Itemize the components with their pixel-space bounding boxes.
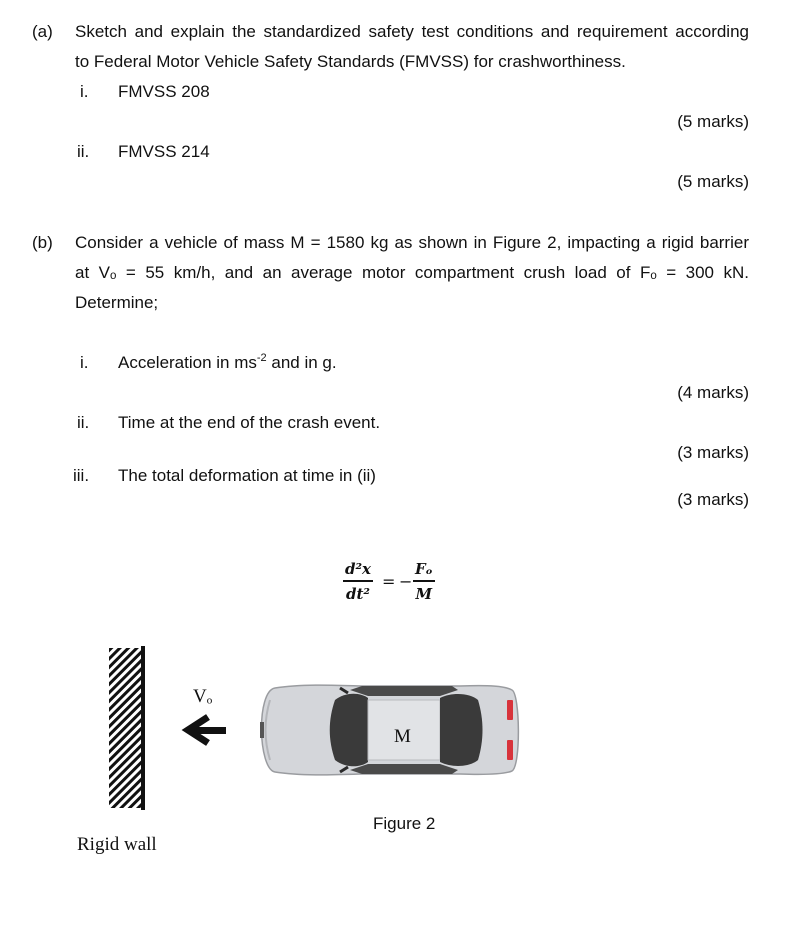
part-b-item-1-marks: (4 marks)	[677, 383, 749, 402]
part-b-item-2-text: Time at the end of the crash event.	[118, 413, 381, 432]
rigid-wall-face	[141, 646, 145, 810]
equation-rhs-denominator: M	[415, 584, 433, 603]
velocity-label: Vₒ	[193, 686, 213, 707]
car-top-view	[260, 685, 518, 775]
car-front-grille	[260, 722, 264, 738]
car-tail-light-right	[507, 740, 513, 760]
part-b-item-1-number: i.	[80, 353, 89, 372]
part-a-item-2-text: FMVSS 214	[118, 142, 210, 161]
equation-rhs-fraction	[413, 560, 435, 603]
part-a-question-line-1: Sketch and explain the standardized safety test conditions and requirement according	[75, 22, 749, 41]
car-right-side-windows	[350, 764, 458, 774]
part-a-item-2-number: ii.	[77, 142, 90, 161]
car-rear-window	[440, 694, 483, 766]
velocity-arrow-icon	[188, 717, 226, 743]
car-mass-label: M	[394, 726, 411, 747]
rigid-wall	[109, 646, 145, 810]
figure-caption: Figure 2	[373, 814, 436, 833]
car-windshield	[330, 694, 368, 767]
part-b-item-3-number: iii.	[73, 466, 90, 485]
part-b-item-2-number: ii.	[77, 413, 90, 432]
equation-lhs-fraction	[343, 560, 373, 603]
equation-equals-sign: =	[382, 572, 396, 591]
rigid-wall-label: Rigid wall	[77, 834, 157, 855]
equation-rhs-numerator: Fₒ	[415, 560, 433, 578]
car-tail-light-left	[507, 700, 513, 720]
part-b-item-1-text	[118, 353, 337, 373]
part-a-item-1-text: FMVSS 208	[118, 82, 210, 101]
part-b-item-3-text: The total deformation at time in (ii)	[118, 466, 376, 485]
part-b-item-1-text-pre: Acceleration in ms	[118, 353, 257, 372]
part-b-label: (b)	[32, 233, 53, 252]
equation-lhs-numerator: d²x	[345, 560, 372, 578]
part-b-item-1-text-post: and in g.	[266, 353, 337, 372]
part-b-item-1-superscript: -2	[256, 352, 267, 364]
part-a-item-1-number: i.	[80, 82, 89, 101]
part-b-question-line-1: Consider a vehicle of mass M = 1580 kg as shown in Figure 2, impacting a rigid barrier	[75, 233, 749, 252]
equation-lhs-fraction-bar	[343, 580, 373, 582]
part-a-question-line-2: to Federal Motor Vehicle Safety Standards (FMVSS) for crashworthiness.	[75, 52, 626, 71]
part-a-item-2-marks: (5 marks)	[677, 172, 749, 191]
car-left-side-windows	[350, 686, 458, 696]
part-b-item-3-marks: (3 marks)	[677, 490, 749, 509]
part-b-question-line-2: at Vₒ = 55 km/h, and an average motor compartment crush load of Fₒ = 300 kN.	[75, 263, 749, 282]
part-a-label: (a)	[32, 22, 53, 41]
part-b-item-2-marks: (3 marks)	[677, 443, 749, 462]
rigid-wall-hatching	[109, 648, 141, 808]
part-a-item-1-marks: (5 marks)	[677, 112, 749, 131]
equation-lhs-denominator: dt²	[346, 584, 370, 603]
equation-rhs-fraction-bar	[413, 580, 435, 582]
part-b-question-line-3: Determine;	[75, 293, 159, 312]
equation-minus-sign: −	[399, 572, 413, 591]
